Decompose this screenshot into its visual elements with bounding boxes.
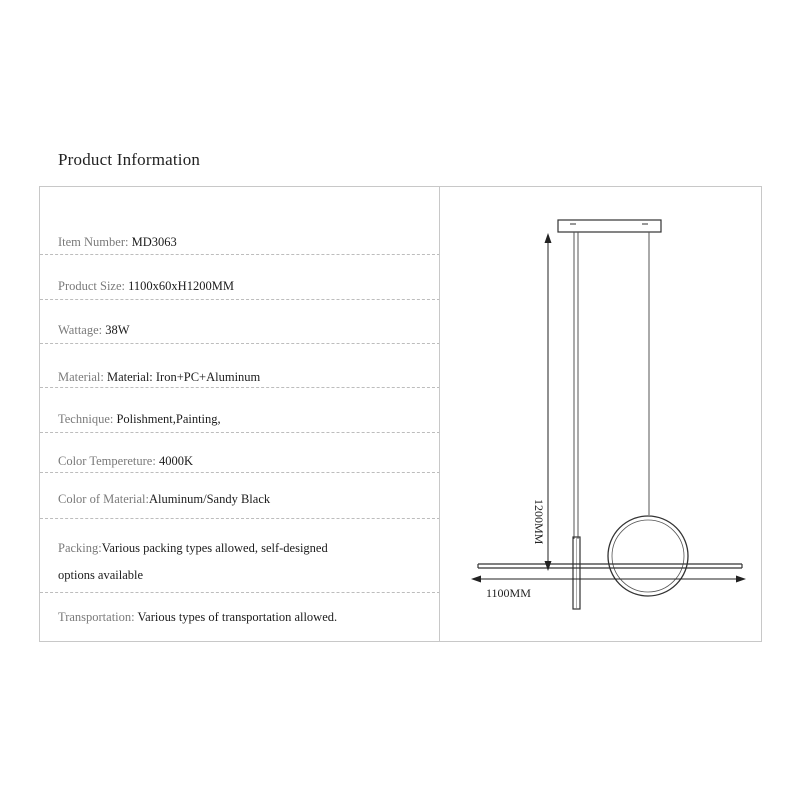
spec-value: Aluminum/Sandy Black [148, 492, 271, 506]
spec-value-continued: options available [58, 568, 144, 582]
pendant-lamp-drawing [440, 187, 761, 641]
spec-row-color-temperature [40, 433, 440, 473]
spec-row-packing [40, 519, 440, 593]
spec-row-transportation [40, 593, 440, 641]
arrow-down-icon [545, 561, 552, 571]
ring-light [608, 516, 688, 596]
spec-value: Material: Iron+PC+Aluminum [103, 370, 261, 384]
spec-value: Polishment,Painting, [113, 412, 221, 426]
spec-value: Various types of transportation allowed. [134, 610, 338, 624]
spec-label: Product Size: [58, 279, 126, 293]
spec-label: Technique: [58, 412, 114, 426]
ring-light-inner [612, 520, 684, 592]
spec-label: Color of Material: [58, 492, 149, 506]
canopy-shape [558, 220, 661, 232]
arrow-right-icon [736, 576, 746, 583]
spec-label: Packing: [58, 541, 102, 555]
spec-value: 4000K [155, 454, 193, 468]
spec-row-material [40, 344, 440, 388]
spec-value: MD3063 [128, 235, 177, 249]
spec-row-technique [40, 388, 440, 433]
spec-row-item-number [40, 187, 440, 255]
spec-row-color-of-material [40, 473, 440, 519]
spec-label: Transportation: [58, 610, 135, 624]
spec-row-wattage [40, 300, 440, 344]
spec-row-product-size [40, 255, 440, 300]
spec-label: Color Tempereture: [58, 454, 156, 468]
section-title: Product Information [58, 150, 201, 169]
spec-table [39, 186, 439, 642]
spec-label: Item Number: [58, 235, 129, 249]
arrow-up-icon [545, 233, 552, 243]
product-dimension-diagram [439, 186, 762, 642]
height-label: 1200MM [532, 499, 546, 545]
spec-value: 1100x60xH1200MM [125, 279, 234, 293]
width-label: 1100MM [486, 586, 531, 600]
spec-label: Wattage: [58, 323, 103, 337]
arrow-left-icon [471, 576, 481, 583]
spec-label: Material: [58, 370, 104, 384]
spec-value: Various packing types allowed, self-designed [101, 541, 328, 555]
spec-value: 38W [102, 323, 130, 337]
